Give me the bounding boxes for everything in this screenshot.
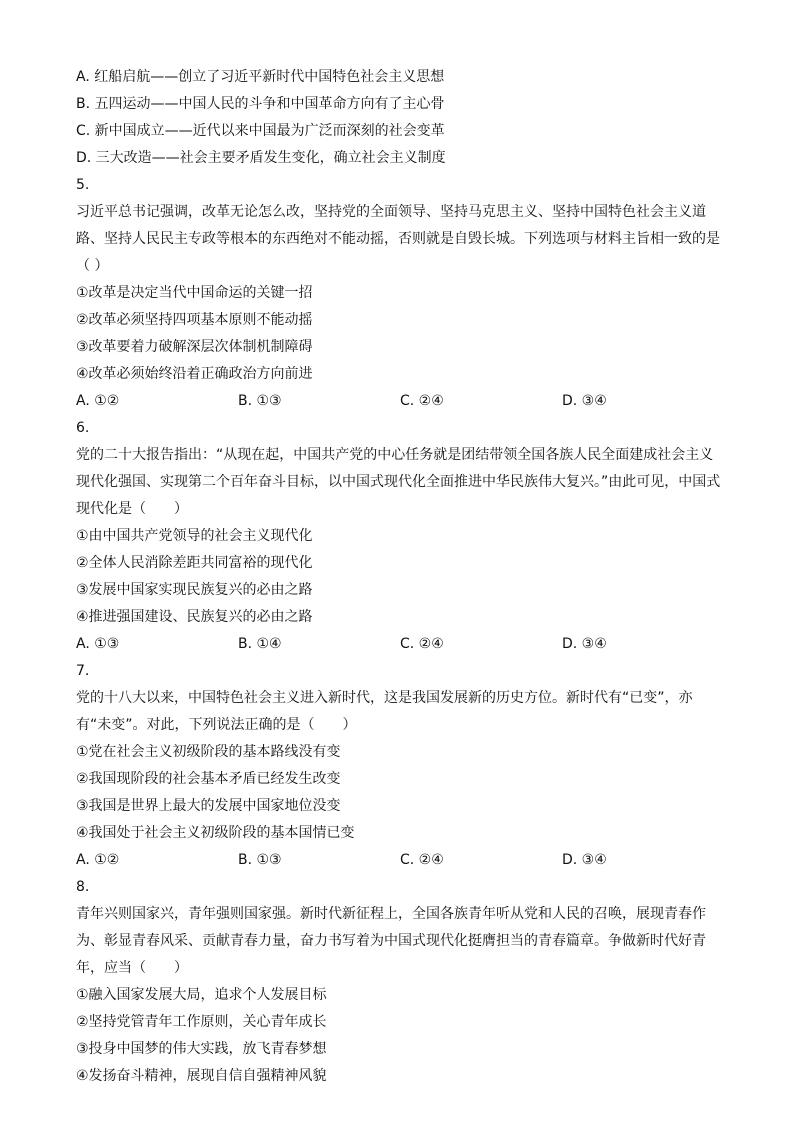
choice-c: C. ②④: [400, 636, 444, 652]
statement-3: ③我国是世界上最大的发展中国家地位没变: [76, 798, 341, 814]
choice-b: B. ①④: [238, 636, 282, 652]
answer-choices: [76, 631, 726, 658]
option-a: A. 红船启航——创立了习近平新时代中国特色社会主义思想: [76, 69, 445, 85]
statement-3: ③改革要着力破解深层次体制机制障碍: [76, 339, 313, 355]
question-7: [76, 658, 726, 874]
statement-4: ④推进强国建设、民族复兴的必由之路: [76, 609, 313, 625]
choice-d: D. ③④: [562, 636, 607, 652]
statement-1: ①党在社会主义初级阶段的基本路线没有变: [76, 744, 341, 760]
choice-d: D. ③④: [562, 393, 607, 409]
question-number: 7.: [76, 663, 90, 679]
answer-choices: [76, 388, 726, 415]
statement-3: ③投身中国梦的伟大实践，放飞青春梦想: [76, 1041, 327, 1057]
question-6: [76, 415, 726, 658]
choice-b: B. ①③: [238, 393, 282, 409]
question-stem: 党的二十大报告指出：“从现在起，中国共产党的中心任务就是团结带领全国各族人民全面建成社会主义现代化强国、实现第二个百年奋斗目标，以中国式现代化全面推进中华民族伟大复兴。”由此可见，中国式现代化是（ ）: [76, 447, 721, 517]
page-content: [76, 64, 726, 1090]
statement-4: ④发扬奋斗精神，展现自信自强精神风貌: [76, 1068, 327, 1084]
option-d: D. 三大改造——社会主要矛盾发生变化，确立社会主义制度: [76, 150, 446, 166]
statement-3: ③发展中国家实现民族复兴的必由之路: [76, 582, 313, 598]
statement-2: ②改革必须坚持四项基本原则不能动摇: [76, 312, 313, 328]
option-b: B. 五四运动——中国人民的斗争和中国革命方向有了主心骨: [76, 96, 445, 112]
question-stem: 党的十八大以来，中国特色社会主义进入新时代，这是我国发展新的历史方位。新时代有“已变”，亦有“未变”。对此，下列说法正确的是（ ）: [76, 690, 693, 733]
question-stem: 青年兴则国家兴，青年强则国家强。新时代新征程上，全国各族青年听从党和人民的召唤，展现青春作为、彰显青春风采、贡献青春力量，奋力书写着为中国式现代化挺膺担当的青春篇章。争做新时代好青年，应当（ ）: [76, 906, 706, 976]
statement-1: ①改革是决定当代中国命运的关键一招: [76, 285, 313, 301]
question-number: 5.: [76, 177, 90, 193]
answer-choices: [76, 847, 726, 874]
statement-4: ④我国处于社会主义初级阶段的基本国情已变: [76, 825, 355, 841]
option-c: C. 新中国成立——近代以来中国最为广泛而深刻的社会变革: [76, 123, 445, 139]
choice-a: A. ①②: [76, 852, 120, 868]
statement-1: ①由中国共产党领导的社会主义现代化: [76, 528, 313, 544]
choice-a: A. ①②: [76, 393, 120, 409]
choice-c: C. ②④: [400, 852, 444, 868]
statement-4: ④改革必须始终沿着正确政治方向前进: [76, 366, 313, 382]
question-number: 8.: [76, 879, 90, 895]
choice-b: B. ①③: [238, 852, 282, 868]
choice-a: A. ①③: [76, 636, 120, 652]
statement-2: ②坚持党管青年工作原则，关心青年成长: [76, 1014, 327, 1030]
question-5: [76, 172, 726, 415]
question-stem: 习近平总书记强调，改革无论怎么改，坚持党的全面领导、坚持马克思主义、坚持中国特色社会主义道路、坚持人民民主专政等根本的东西绝对不能动摇，否则就是自毁长城。下列选项与材料主旨相一致的是（ ）: [76, 204, 720, 274]
statement-2: ②我国现阶段的社会基本矛盾已经发生改变: [76, 771, 341, 787]
question-8: [76, 874, 726, 1090]
q4-options: [76, 64, 726, 172]
statement-1: ①融入国家发展大局，追求个人发展目标: [76, 987, 327, 1003]
statement-2: ②全体人民消除差距共同富裕的现代化: [76, 555, 313, 571]
choice-d: D. ③④: [562, 852, 607, 868]
choice-c: C. ②④: [400, 393, 444, 409]
question-number: 6.: [76, 420, 90, 436]
